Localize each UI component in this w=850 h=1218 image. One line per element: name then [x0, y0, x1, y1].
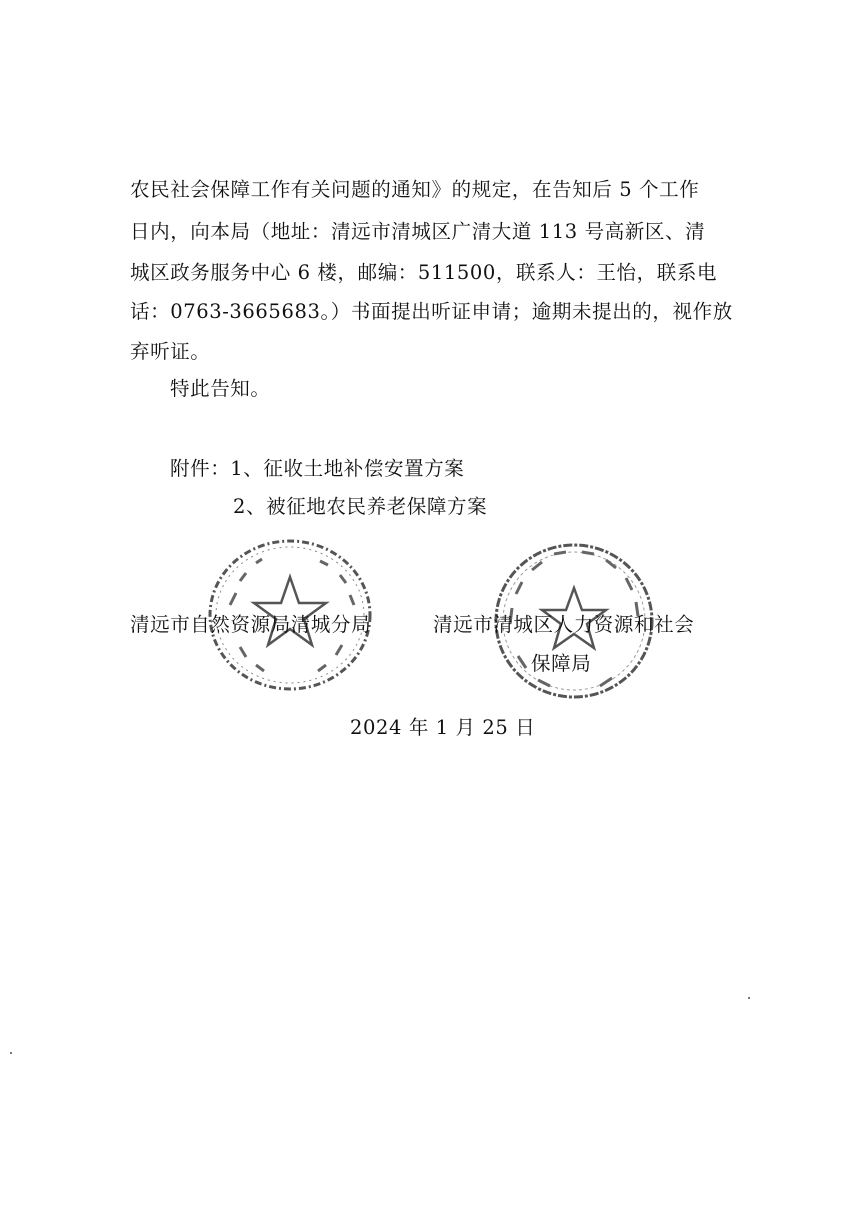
closing-text: 特此告知。	[170, 377, 271, 400]
attachment-item-1: 附件：1、征收土地补偿安置方案	[170, 457, 465, 480]
document-date: 2024 年 1 月 25 日	[350, 716, 536, 739]
signer-human-resources-line1: 清远市清城区人力资源和社会	[433, 613, 695, 636]
body-line-3: 城区政务服务中心 6 楼，邮编：511500，联系人：王怡，联系电	[130, 261, 718, 284]
signer-natural-resources: 清远市自然资源局清城分局	[130, 613, 372, 636]
body-line-2: 日内，向本局（地址：清远市清城区广清大道 113 号高新区、清	[130, 220, 706, 243]
attachment-item-2: 2、被征地农民养老保障方案	[233, 495, 488, 518]
scan-speck	[10, 1052, 12, 1054]
scan-speck	[748, 997, 750, 999]
signer-human-resources-line2: 保障局	[531, 652, 592, 675]
body-line-5: 弃听证。	[130, 340, 211, 363]
body-line-1: 农民社会保障工作有关问题的通知》的规定，在告知后 5 个工作	[130, 178, 700, 201]
body-line-4: 话：0763-3665683。）书面提出听证申请；逾期未提出的，视作放	[130, 300, 733, 323]
